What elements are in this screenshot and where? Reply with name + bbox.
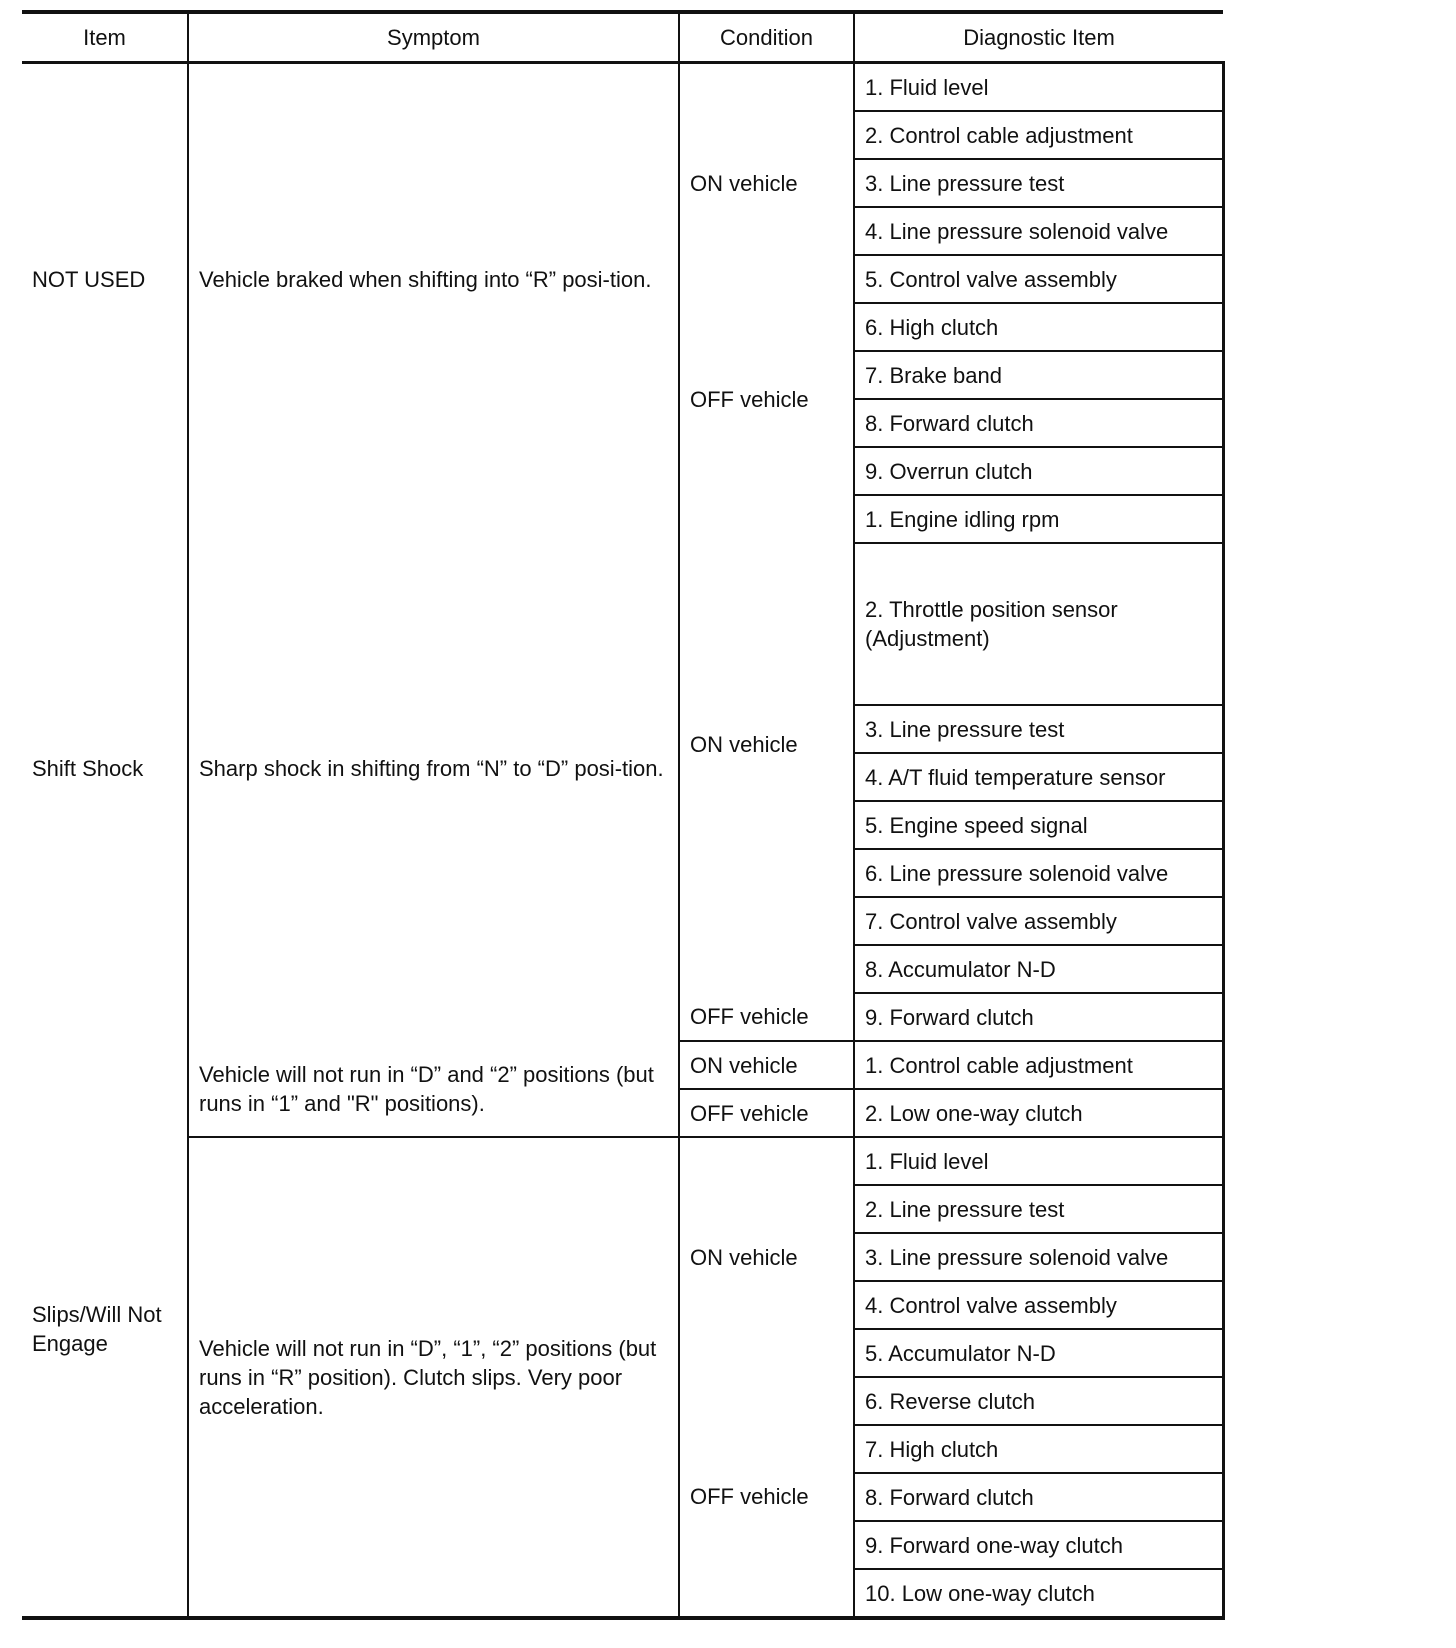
condition-cell: OFF vehicle	[679, 1377, 854, 1618]
diagnostic-item-cell: 6. High clutch	[854, 303, 1223, 351]
symptom-cell: Vehicle braked when shifting into “R” posi-tion.	[188, 63, 679, 496]
symptom-cell: Vehicle will not run in “D” and “2” positions (but runs in “1” and "R" positions).	[188, 1041, 679, 1137]
diagnostic-item-cell: 3. Line pressure solenoid valve	[854, 1233, 1223, 1281]
diagnostic-item-cell: 2. Throttle position sensor (Adjustment)	[854, 543, 1223, 705]
diagnostic-item-cell: 1. Engine idling rpm	[854, 495, 1223, 543]
condition-cell: ON vehicle	[679, 1137, 854, 1377]
diagnostic-table	[22, 10, 1225, 1620]
condition-cell: ON vehicle	[679, 495, 854, 993]
header-item: Item	[22, 12, 188, 63]
table-row	[22, 495, 1223, 543]
diagnostic-item-cell: 4. Control valve assembly	[854, 1281, 1223, 1329]
diagnostic-item-cell: 9. Overrun clutch	[854, 447, 1223, 495]
table-row	[22, 1041, 1223, 1089]
symptom-cell: Vehicle will not run in “D”, “1”, “2” positions (but runs in “R” position). Clutch slips. Very poor acceleration.	[188, 1137, 679, 1618]
item-cell: Shift Shock	[22, 495, 188, 1041]
condition-cell: ON vehicle	[679, 1041, 854, 1089]
condition-cell: OFF vehicle	[679, 993, 854, 1041]
header-row	[22, 12, 1223, 63]
diagnostic-item-cell: 4. A/T fluid temperature sensor	[854, 753, 1223, 801]
diagnostic-item-cell: 8. Forward clutch	[854, 1473, 1223, 1521]
header-symptom: Symptom	[188, 12, 679, 63]
diagnostic-item-cell: 2. Control cable adjustment	[854, 111, 1223, 159]
diagnostic-item-cell: 10. Low one-way clutch	[854, 1569, 1223, 1618]
diagnostic-item-cell: 5. Engine speed signal	[854, 801, 1223, 849]
table-row	[22, 1137, 1223, 1185]
diagnostic-item-cell: 8. Forward clutch	[854, 399, 1223, 447]
diagnostic-item-cell: 3. Line pressure test	[854, 159, 1223, 207]
item-cell: NOT USED	[22, 63, 188, 496]
table-row	[22, 63, 1223, 112]
diagnostic-item-cell: 6. Line pressure solenoid valve	[854, 849, 1223, 897]
diagnostic-item-cell: 1. Fluid level	[854, 63, 1223, 112]
diagnostic-item-cell: 7. High clutch	[854, 1425, 1223, 1473]
condition-cell: ON vehicle	[679, 63, 854, 304]
diagnostic-item-cell: 2. Line pressure test	[854, 1185, 1223, 1233]
diagnostic-item-cell: 5. Control valve assembly	[854, 255, 1223, 303]
diagnostic-item-cell: 9. Forward clutch	[854, 993, 1223, 1041]
condition-cell: OFF vehicle	[679, 303, 854, 495]
header-diagnostic-item: Diagnostic Item	[854, 12, 1223, 63]
diagnostic-item-cell: 7. Brake band	[854, 351, 1223, 399]
diagnostic-item-cell: 1. Control cable adjustment	[854, 1041, 1223, 1089]
diagnostic-item-cell: 5. Accumulator N-D	[854, 1329, 1223, 1377]
diagnostic-item-cell: 3. Line pressure test	[854, 705, 1223, 753]
diagnostic-item-cell: 8. Accumulator N-D	[854, 945, 1223, 993]
diagnostic-item-cell: 4. Line pressure solenoid valve	[854, 207, 1223, 255]
diagnostic-item-cell: 6. Reverse clutch	[854, 1377, 1223, 1425]
condition-cell: OFF vehicle	[679, 1089, 854, 1137]
item-cell: Slips/Will Not Engage	[22, 1041, 188, 1618]
header-condition: Condition	[679, 12, 854, 63]
diagnostic-item-cell: 1. Fluid level	[854, 1137, 1223, 1185]
diagnostic-item-cell: 2. Low one-way clutch	[854, 1089, 1223, 1137]
diagnostic-item-cell: 7. Control valve assembly	[854, 897, 1223, 945]
symptom-cell: Sharp shock in shifting from “N” to “D” posi-tion.	[188, 495, 679, 1041]
diagnostic-item-cell: 9. Forward one-way clutch	[854, 1521, 1223, 1569]
